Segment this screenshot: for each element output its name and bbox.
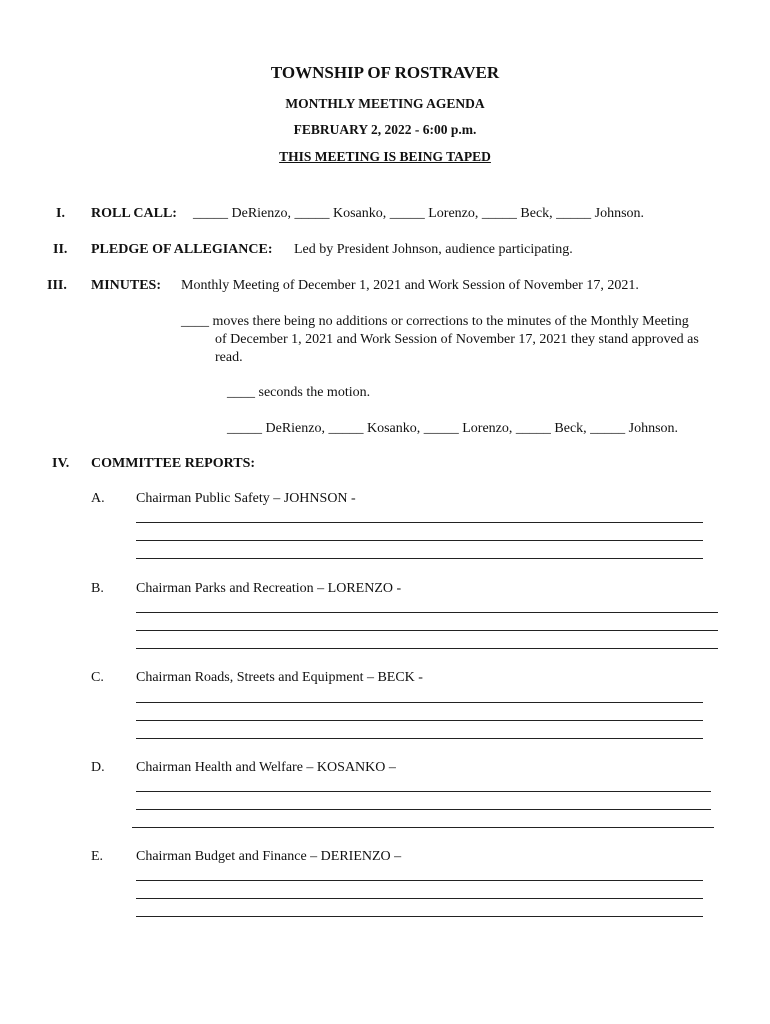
committee-letter-a: A. — [91, 491, 105, 506]
committee-reports-label: COMMITTEE REPORTS: — [91, 456, 256, 471]
report-line — [136, 522, 703, 523]
report-line — [136, 720, 703, 721]
pledge-text: Led by President Johnson, audience participating. — [294, 242, 573, 257]
minutes-vote: _____ DeRienzo, _____ Kosanko, _____ Lorenzo, _____ Beck, _____ Johnson. — [227, 421, 679, 436]
section-number-iii: III. — [47, 278, 67, 293]
report-line — [136, 791, 711, 792]
report-line — [136, 916, 703, 917]
section-number-iv: IV. — [52, 456, 70, 471]
taping-notice: THIS MEETING IS BEING TAPED — [279, 149, 491, 164]
minutes-second: ____ seconds the motion. — [227, 385, 371, 400]
report-line — [136, 702, 703, 703]
roll-call-names: _____ DeRienzo, _____ Kosanko, _____ Lorenzo, _____ Beck, _____ Johnson. — [193, 206, 645, 221]
report-line — [136, 898, 703, 899]
minutes-label: MINUTES: — [91, 278, 162, 293]
committee-item-parks-recreation: Chairman Parks and Recreation – LORENZO - — [136, 581, 402, 596]
pledge-label: PLEDGE OF ALLEGIANCE: — [91, 242, 273, 257]
report-line — [136, 648, 718, 649]
report-line — [136, 630, 718, 631]
committee-item-public-safety: Chairman Public Safety – JOHNSON - — [136, 491, 356, 506]
report-line — [136, 540, 703, 541]
roll-call-label: ROLL CALL: — [91, 206, 177, 221]
report-line — [136, 558, 703, 559]
committee-letter-e: E. — [91, 849, 104, 864]
report-line — [136, 809, 711, 810]
minutes-motion-line-1: ____ moves there being no additions or corrections to the minutes of the Monthly Meeting — [181, 314, 689, 329]
committee-letter-d: D. — [91, 760, 105, 775]
minutes-text: Monthly Meeting of December 1, 2021 and Work Session of November 17, 2021. — [181, 278, 639, 293]
minutes-motion-line-3: read. — [215, 350, 243, 365]
committee-item-roads-streets: Chairman Roads, Streets and Equipment – BECK - — [136, 670, 423, 685]
committee-letter-c: C. — [91, 670, 104, 685]
committee-item-budget-finance: Chairman Budget and Finance – DERIENZO – — [136, 849, 402, 864]
meeting-date: FEBRUARY 2, 2022 - 6:00 p.m. — [293, 122, 477, 137]
report-line — [136, 738, 703, 739]
committee-letter-b: B. — [91, 581, 104, 596]
report-line — [136, 612, 718, 613]
report-line — [132, 827, 714, 828]
section-number-ii: II. — [53, 242, 68, 257]
committee-item-health-welfare: Chairman Health and Welfare – KOSANKO – — [136, 760, 396, 775]
minutes-motion-line-2: of December 1, 2021 and Work Session of November 17, 2021 they stand approved as — [215, 332, 699, 347]
page-title: TOWNSHIP OF ROSTRAVER — [270, 63, 500, 82]
section-number-i: I. — [56, 206, 65, 221]
agenda-subtitle: MONTHLY MEETING AGENDA — [285, 96, 485, 111]
report-line — [136, 880, 703, 881]
